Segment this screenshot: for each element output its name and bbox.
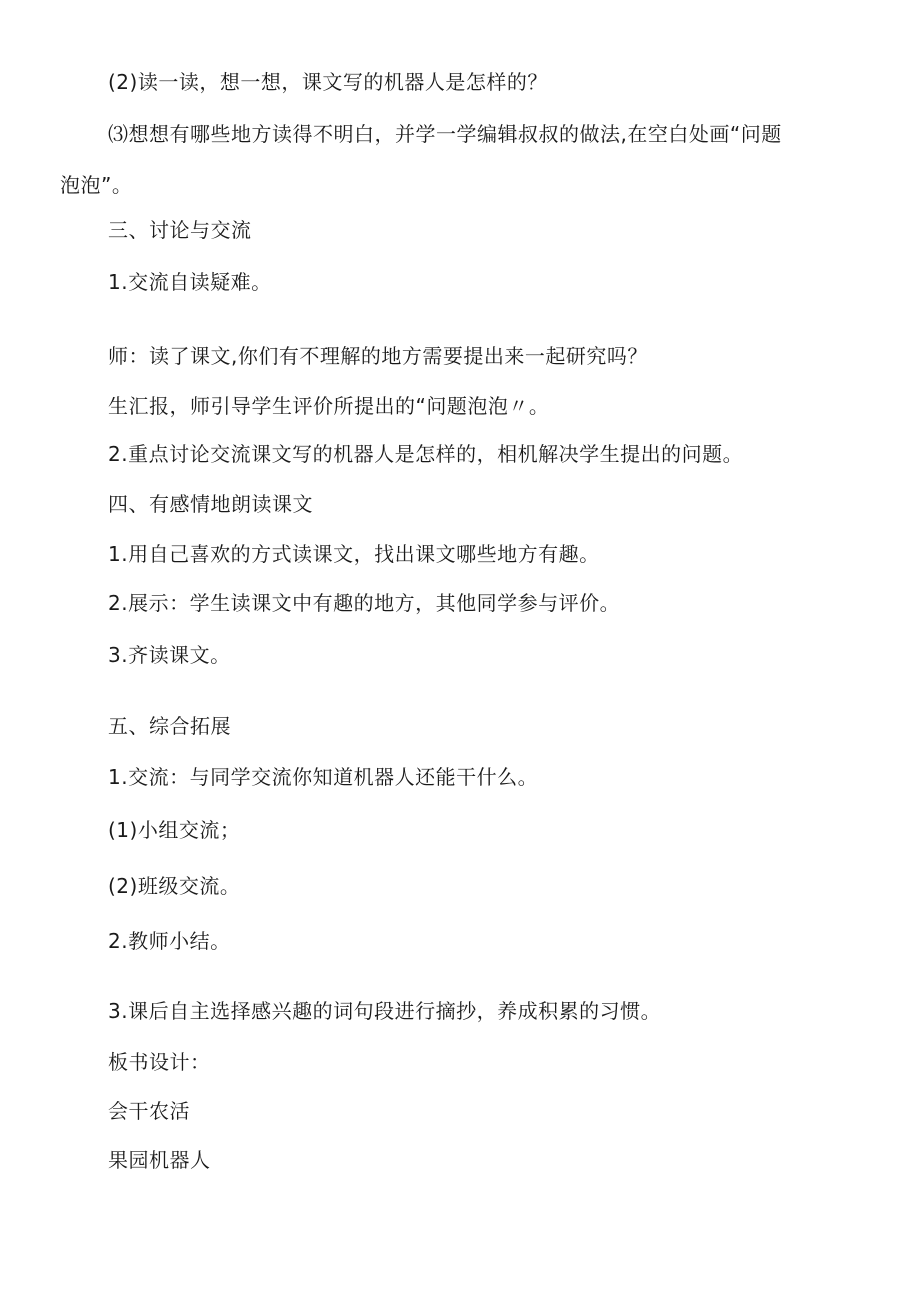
text-line: (1)小组交流； [108, 818, 241, 842]
text-line: 1.交流自读疑难。 [108, 270, 272, 294]
text-line: 果园机器人 [108, 1148, 211, 1172]
text-line: (2)读一读，想一想，课文写的机器人是怎样的？ [108, 70, 548, 94]
text-line: 1.用自己喜欢的方式读课文，找出课文哪些地方有趣。 [108, 542, 600, 566]
section-heading: 三、讨论与交流 [108, 218, 252, 242]
text-line: 3.课后自主选择感兴趣的词句段进行摘抄，养成积累的习惯。 [108, 999, 662, 1023]
text-line: 生汇报，师引导学生评价所提出的“问题泡泡〃。 [108, 394, 550, 418]
text-line: 2.展示：学生读课文中有趣的地方，其他同学参与评价。 [108, 591, 621, 615]
text-line: 3.齐读课文。 [108, 643, 231, 667]
text-line: 会干农活 [108, 1099, 190, 1123]
text-line: (2)班级交流。 [108, 874, 241, 898]
text-line: 师：读了课文,你们有不理解的地方需要提出来一起研究吗？ [108, 344, 648, 368]
section-heading: 五、综合拓展 [108, 714, 231, 738]
text-line: 2.教师小结。 [108, 929, 231, 953]
text-line: 2.重点讨论交流课文写的机器人是怎样的，相机解决学生提出的问题。 [108, 442, 744, 466]
text-line: 泡泡”。 [60, 173, 133, 197]
text-line: 1.交流：与同学交流你知道机器人还能干什么。 [108, 765, 539, 789]
section-heading: 四、有感情地朗读课文 [108, 492, 313, 516]
text-line: ⑶想想有哪些地方读得不明白，并学一学编辑叔叔的做法,在空白处画“问题 [108, 122, 782, 146]
section-heading: 板书设计： [108, 1050, 211, 1074]
